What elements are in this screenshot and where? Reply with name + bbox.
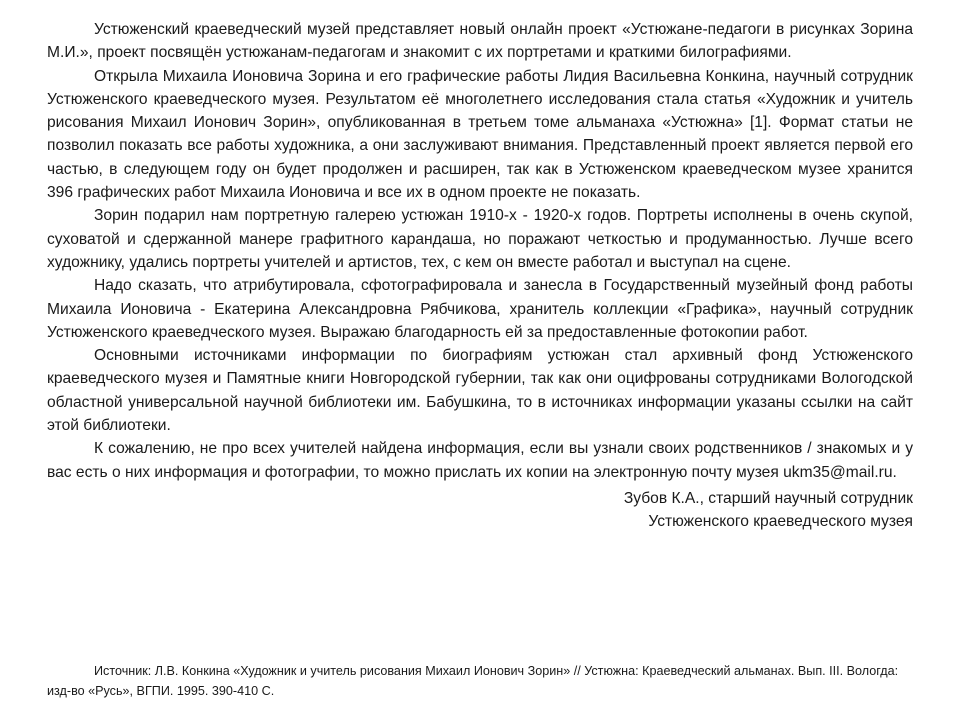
paragraph-konkina: Открыла Михаила Ионовича Зорина и его графические работы Лидия Васильевна Конкина, научный сотрудник Устюженского краеведческого музея. Результатом её многолетнего исследования стала статья «Художник и учитель рисования Михаил Ионович Зорин», опубликованная в третьем томе альманаха «Устюжна» [1]. Формат статьи не позволил показать все работы художника, а они заслуживают внимания. Представленный проект является первой его частью, в следующем году он будет продолжен и расширен, так как в Устюженском краеведческом музее хранится 396 графических работ Михаила Ионовича и все их в одном проекте не показать. bbox=[47, 67, 913, 202]
signature-name: Зубов К.А., старший научный сотрудник bbox=[623, 489, 913, 507]
source-citation: Источник: Л.В. Конкина «Художник и учитель рисования Михаил Ионович Зорин» // Устюжна: Краеведческий альманах. Вып. III. Вологда: изд-во «Русь», ВГПИ. 1995. 390-410 С. bbox=[47, 664, 899, 698]
paragraph-sources: Основными источниками информации по биографиям устюжан стал архивный фонд Устюженского краеведческого музея и Памятные книги Новгородской губернии, так как они оцифрованы сотрудниками Вологодской областной универсальной научной библиотеки им. Бабушкина, то в источниках информации указаны ссылки на сайт этой библиотеки. bbox=[47, 347, 913, 435]
document-body bbox=[47, 18, 913, 534]
paragraph-ryabchikova: Надо сказать, что атрибутировала, сфотографировала и занесла в Государственный музейный фонд работы Михаила Ионовича - Екатерина Александровна Рябчикова, хранитель коллекции «Графика», научный сотрудник Устюженского краеведческого музея. Выражаю благодарность ей за предоставленные фотокопии работ. bbox=[47, 277, 913, 341]
paragraph-contact: К сожалению, не про всех учителей найдена информация, если вы узнали своих родственников / знакомых и у вас есть о них информация и фотографии, то можно прислать их копии на электронную почту музея ukm35@mail.ru. bbox=[47, 440, 913, 481]
paragraph-portraits: Зорин подарил нам портретную галерею устюжан 1910-х - 1920-х годов. Портреты исполнены в очень скупой, суховатой и сдержанной манере графитного карандаша, но поражают четкостью и продуманностью. Лучше всего художнику, удались портреты учителей и артистов, тех, с кем он вместе работал и выступал на сцене. bbox=[47, 207, 913, 271]
paragraph-intro: Устюженский краеведческий музей представляет новый онлайн проект «Устюжане-педагоги в рисунках Зорина М.И.», проект посвящён устюжанам-педагогам и знакомит с их портретами и краткими билографиями. bbox=[47, 21, 913, 62]
signature-affiliation: Устюженского краеведческого музея bbox=[648, 513, 913, 531]
signature bbox=[47, 487, 913, 534]
